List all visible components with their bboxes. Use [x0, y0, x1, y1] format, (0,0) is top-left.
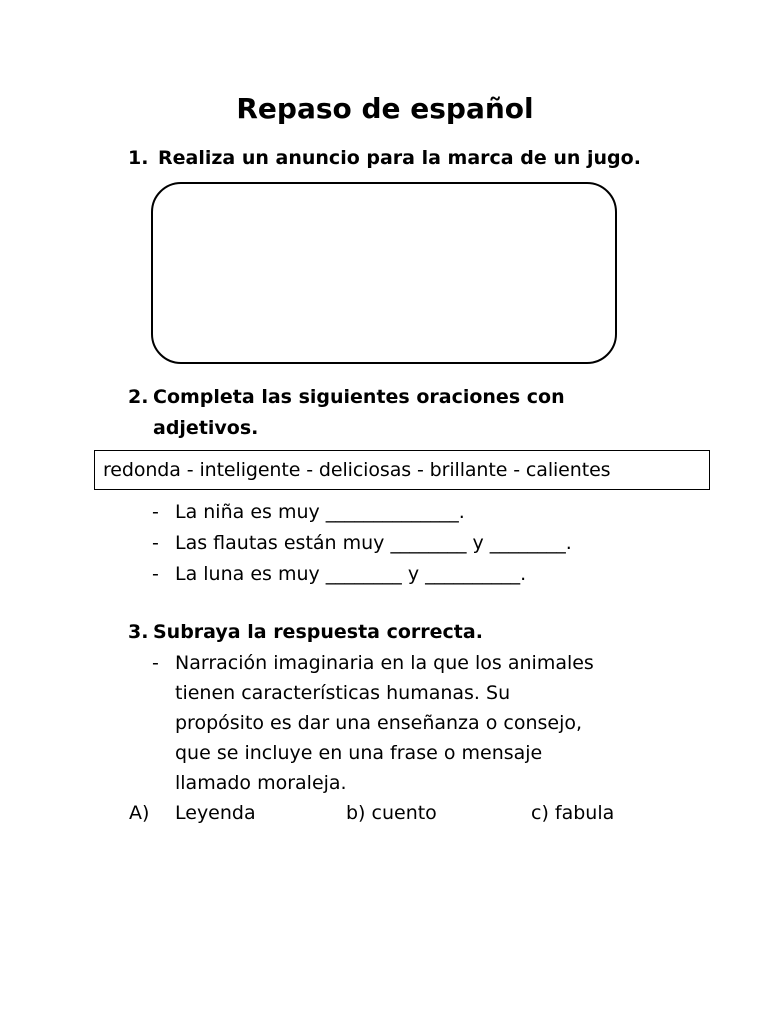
- question-1-number: 1.: [128, 147, 149, 169]
- question-1: [128, 143, 641, 174]
- question-3-text: Subraya la respuesta correcta.: [153, 621, 483, 643]
- question-2-line2: adjetivos.: [153, 417, 259, 439]
- description-line-5: llamado moraleja.: [175, 772, 347, 794]
- question-2: [128, 382, 565, 413]
- description-line-3: propósito es dar una enseñanza o consejo,: [175, 712, 583, 734]
- option-c-fabula[interactable]: c) fabula: [531, 802, 615, 824]
- description-line-1: Narración imaginaria en la que los animales: [175, 652, 594, 674]
- sentence-2[interactable]: Las flautas están muy ________ y ________.: [175, 532, 572, 554]
- question-1-text: Realiza un anuncio para la marca de un jugo.: [158, 147, 641, 169]
- advertisement-drawing-box[interactable]: [151, 182, 617, 364]
- question-3-number: 3.: [128, 621, 149, 643]
- option-a-marker: A): [129, 802, 150, 824]
- sentence-1[interactable]: La niña es muy ______________.: [175, 501, 465, 523]
- option-a-leyenda[interactable]: Leyenda: [175, 802, 256, 824]
- question-3: [128, 617, 483, 648]
- option-b-cuento[interactable]: b) cuento: [346, 802, 437, 824]
- page-title: Repaso de español: [236, 92, 534, 125]
- description-line-4: que se incluye en una frase o mensaje: [175, 742, 543, 764]
- sentence-3[interactable]: La luna es muy ________ y __________.: [175, 563, 527, 585]
- dash-bullet: -: [152, 501, 159, 523]
- dash-bullet: -: [152, 532, 159, 554]
- description-line-2: tienen características humanas. Su: [175, 682, 511, 704]
- dash-bullet: -: [152, 563, 159, 585]
- dash-bullet: -: [152, 652, 159, 674]
- question-2-number: 2.: [128, 386, 149, 408]
- word-bank: redonda - inteligente - deliciosas - brillante - calientes: [94, 450, 710, 490]
- question-2-text-line1: Completa las siguientes oraciones con: [153, 386, 565, 408]
